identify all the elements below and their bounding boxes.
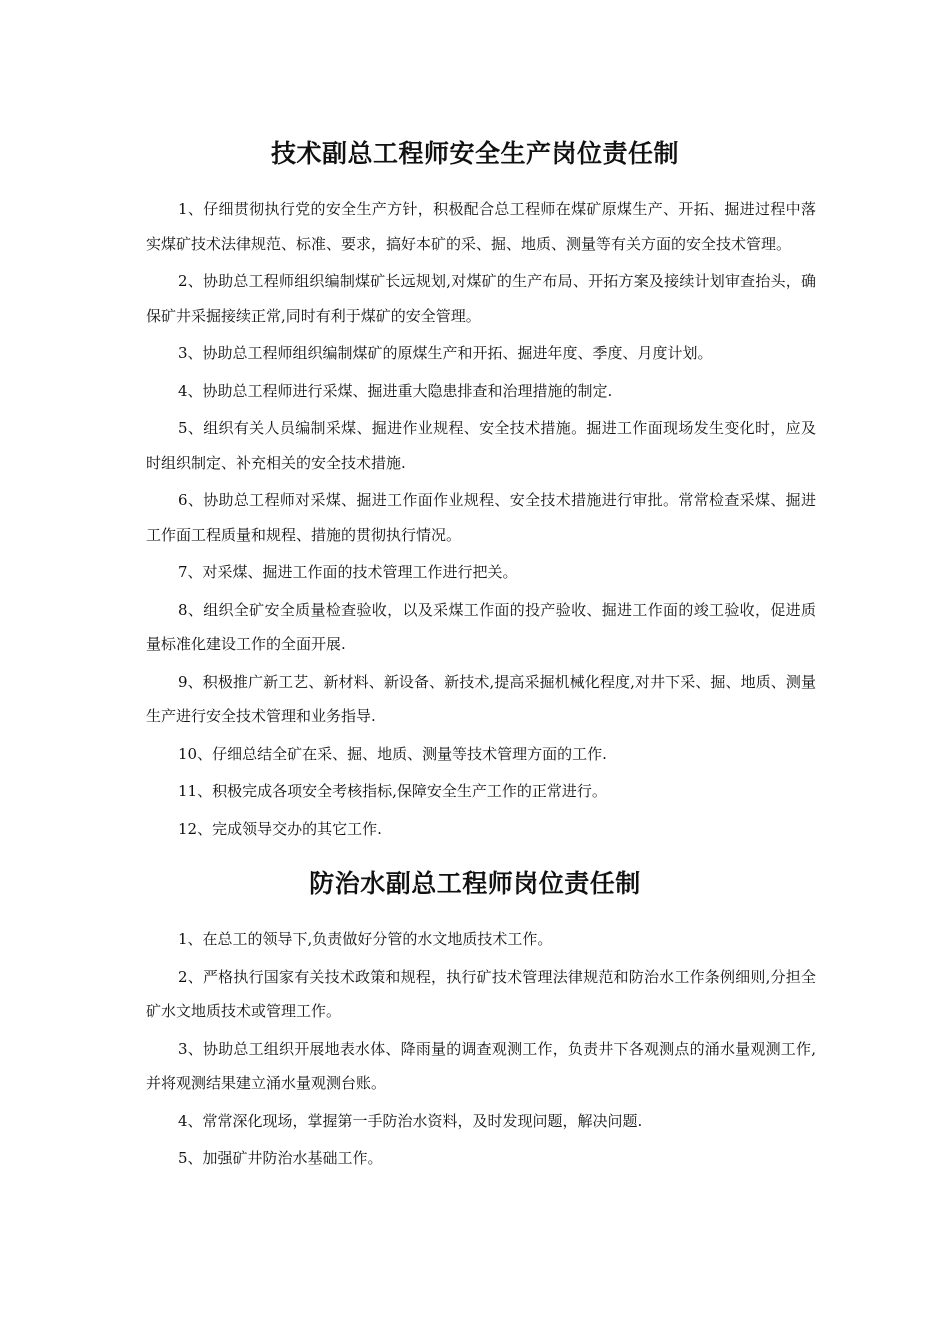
duty-item-12: 12、完成领导交办的其它工作. (178, 819, 382, 838)
duty-item-4: 4、协助总工程师进行采煤、掘进重大隐患排查和治理措施的制定. (178, 381, 613, 400)
duty-item-10: 10、仔细总结全矿在采、掘、地质、测量等技术管理方面的工作. (178, 744, 607, 763)
duty-item-4: 4、常常深化现场，掌握第一手防治水资料，及时发现问题，解决问题. (178, 1111, 643, 1130)
duty-item-2: 2、协助总工程师组织编制煤矿长远规划,对煤矿的生产布局、开拓方案及接续计划审查抬头，确保矿井采掘接续正常,同时有利于煤矿的安全管理。 (146, 272, 816, 325)
duty-item-1: 1、仔细贯彻执行党的安全生产方针，积极配合总工程师在煤矿原煤生产、开拓、掘进过程中落实煤矿技术法律规范、标准、要求，搞好本矿的采、掘、地质、测量等有关方面的安全技术管理。 (146, 200, 816, 253)
duty-item-8: 8、组织全矿安全质量检查验收，以及采煤工作面的投产验收、掘进工作面的竣工验收，促进质量标准化建设工作的全面开展. (146, 600, 816, 653)
duty-item-7: 7、对采煤、掘进工作面的技术管理工作进行把关。 (178, 563, 518, 581)
duty-item-1: 1、在总工的领导下,负责做好分管的水文地质技术工作。 (178, 930, 553, 948)
duty-item-5: 5、组织有关人员编制采煤、掘进作业规程、安全技术措施。掘进工作面现场发生变化时，应及时组织制定、补充相关的安全技术措施. (146, 419, 816, 472)
section-title-water-prevention-deputy-chief-engineer: 防治水副总工程师岗位责任制 (309, 869, 641, 898)
section-title-technical-deputy-chief-engineer: 技术副总工程师安全生产岗位责任制 (270, 139, 679, 168)
section-water-prevention-duties (146, 922, 816, 1179)
duty-item-2: 2、严格执行国家有关技术政策和规程，执行矿技术管理法律规范和防治水工作条例细则,分担全矿水文地质技术或管理工作。 (146, 967, 816, 1020)
duty-item-11: 11、积极完成各项安全考核指标,保障安全生产工作的正常进行。 (178, 782, 607, 800)
duty-item-9: 9、积极推广新工艺、新材料、新设备、新技术,提高采掘机械化程度,对井下采、掘、地质、测量生产进行安全技术管理和业务指导. (146, 672, 816, 725)
duty-item-6: 6、协助总工程师对采煤、掘进工作面作业规程、安全技术措施进行审批。常常检查采煤、掘进工作面工程质量和规程、措施的贯彻执行情况。 (146, 491, 816, 544)
duty-item-3: 3、协助总工组织开展地表水体、降雨量的调查观测工作，负责井下各观测点的涌水量观测工作,并将观测结果建立涌水量观测台账。 (146, 1039, 816, 1092)
duty-item-3: 3、协助总工程师组织编制煤矿的原煤生产和开拓、掘进年度、季度、月度计划。 (178, 344, 713, 362)
section-technical-duties (146, 192, 816, 849)
duty-item-5: 5、加强矿井防治水基础工作。 (178, 1149, 383, 1167)
